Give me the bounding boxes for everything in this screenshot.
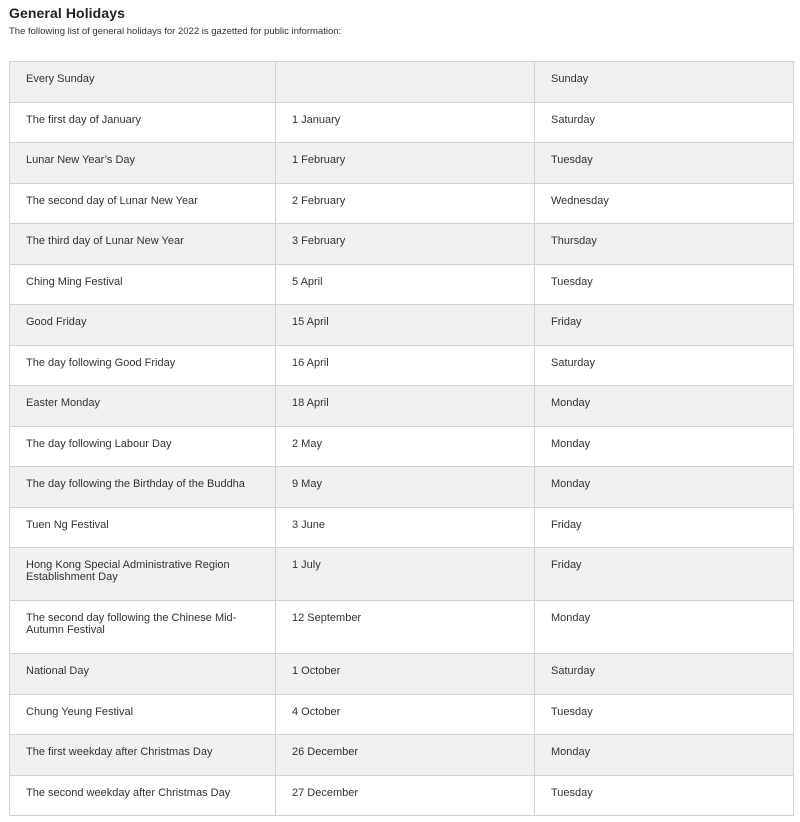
holiday-day: Friday xyxy=(535,548,794,601)
holiday-date: 1 February xyxy=(276,143,535,184)
holiday-name: The day following the Birthday of the Buddha xyxy=(10,467,276,508)
table-row xyxy=(10,264,794,305)
holiday-date: 16 April xyxy=(276,345,535,386)
holiday-name: Lunar New Year’s Day xyxy=(10,143,276,184)
holiday-name: The second day of Lunar New Year xyxy=(10,183,276,224)
holiday-name: The second day following the Chinese Mid-Autumn Festival xyxy=(10,601,276,654)
holiday-date: 3 February xyxy=(276,224,535,265)
holiday-name: Tuen Ng Festival xyxy=(10,507,276,548)
holiday-name: The day following Labour Day xyxy=(10,426,276,467)
table-row xyxy=(10,694,794,735)
holiday-day: Monday xyxy=(535,386,794,427)
holidays-table xyxy=(9,61,794,816)
holiday-date: 2 May xyxy=(276,426,535,467)
holiday-date: 5 April xyxy=(276,264,535,305)
holiday-date: 18 April xyxy=(276,386,535,427)
holiday-name: Good Friday xyxy=(10,305,276,346)
table-row xyxy=(10,386,794,427)
holiday-day: Friday xyxy=(535,305,794,346)
holiday-day: Tuesday xyxy=(535,143,794,184)
holiday-day: Friday xyxy=(535,507,794,548)
table-row xyxy=(10,775,794,816)
holiday-name: Chung Yeung Festival xyxy=(10,694,276,735)
holiday-day: Wednesday xyxy=(535,183,794,224)
holiday-date: 15 April xyxy=(276,305,535,346)
holiday-name: Ching Ming Festival xyxy=(10,264,276,305)
holiday-day: Monday xyxy=(535,735,794,776)
holiday-name: Hong Kong Special Administrative Region Establishment Day xyxy=(10,548,276,601)
holiday-date: 2 February xyxy=(276,183,535,224)
table-row xyxy=(10,654,794,695)
holiday-day: Sunday xyxy=(535,62,794,103)
holiday-date: 4 October xyxy=(276,694,535,735)
holiday-name: The third day of Lunar New Year xyxy=(10,224,276,265)
table-row xyxy=(10,467,794,508)
holiday-name: National Day xyxy=(10,654,276,695)
holiday-day: Thursday xyxy=(535,224,794,265)
holiday-name: Easter Monday xyxy=(10,386,276,427)
table-row xyxy=(10,426,794,467)
holiday-day: Monday xyxy=(535,601,794,654)
holiday-day: Saturday xyxy=(535,102,794,143)
table-row xyxy=(10,507,794,548)
holiday-name: The first weekday after Christmas Day xyxy=(10,735,276,776)
holiday-day: Tuesday xyxy=(535,694,794,735)
table-row xyxy=(10,601,794,654)
holiday-date: 26 December xyxy=(276,735,535,776)
holiday-date: 27 December xyxy=(276,775,535,816)
holiday-name: The second weekday after Christmas Day xyxy=(10,775,276,816)
table-row xyxy=(10,305,794,346)
table-row xyxy=(10,345,794,386)
holiday-date: 12 September xyxy=(276,601,535,654)
holiday-day: Saturday xyxy=(535,654,794,695)
table-row xyxy=(10,548,794,601)
holiday-name: The day following Good Friday xyxy=(10,345,276,386)
holiday-date: 3 June xyxy=(276,507,535,548)
table-row xyxy=(10,102,794,143)
table-row xyxy=(10,62,794,103)
table-row xyxy=(10,183,794,224)
holiday-name: Every Sunday xyxy=(10,62,276,103)
table-row xyxy=(10,735,794,776)
holiday-day: Saturday xyxy=(535,345,794,386)
holiday-date: 1 October xyxy=(276,654,535,695)
page-subtitle: The following list of general holidays for 2022 is gazetted for public information: xyxy=(9,26,342,37)
holiday-day: Tuesday xyxy=(535,264,794,305)
holiday-date: 1 January xyxy=(276,102,535,143)
holiday-day: Monday xyxy=(535,426,794,467)
table-row xyxy=(10,224,794,265)
holiday-day: Tuesday xyxy=(535,775,794,816)
page-title: General Holidays xyxy=(9,5,125,21)
holiday-date xyxy=(276,62,535,103)
holiday-date: 1 July xyxy=(276,548,535,601)
table-row xyxy=(10,143,794,184)
holiday-date: 9 May xyxy=(276,467,535,508)
holiday-name: The first day of January xyxy=(10,102,276,143)
holiday-day: Monday xyxy=(535,467,794,508)
